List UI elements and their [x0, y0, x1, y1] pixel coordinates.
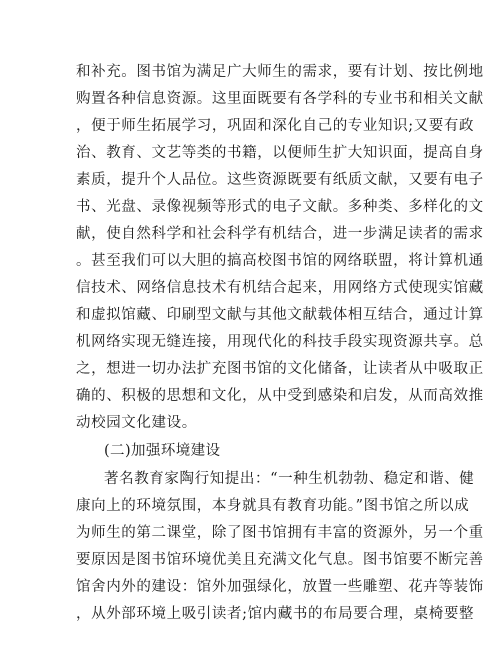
paragraph-1-line: 动校园文化建设。 — [76, 415, 197, 431]
paragraph-2-line: 馆舍内外的建设：馆外加强绿化，放置一些雕塑、花卉等装饰 — [76, 579, 484, 595]
paragraph-2-line: 康向上的环境氛围，本身就具有教育功能。”图书馆之所以成 — [76, 498, 470, 514]
paragraph-1-line: 确的、积极的思想和文化，从中受到感染和启发，从而高效推 — [76, 388, 484, 404]
paragraph-1-line: 书、光盘、录像视频等形式的电子文献。多种类、多样化的文 — [76, 199, 484, 215]
paragraph-1-line: ，便于师生拓展学习，巩固和深化自己的专业知识;又要有政 — [76, 118, 475, 134]
paragraph-1-line: 信技术、网络信息技术有机结合起来，用网络方式使现实馆藏 — [76, 280, 484, 296]
paragraph-1-line: 和虚拟馆藏、印刷型文献与其他文献载体相互结合，通过计算 — [76, 307, 484, 323]
paragraph-2-line: 著名教育家陶行知提出：“一种生机勃勃、稳定和谐、健 — [104, 471, 475, 487]
paragraph-1-line: 和补充。图书馆为满足广大师生的需求，要有计划、按比例地 — [76, 64, 484, 80]
paragraph-1-line: 机网络实现无缝连接，用现代化的科技手段实现资源共享。总 — [76, 334, 484, 350]
paragraph-1-line: 购置各种信息资源。这里面既要有各学科的专业书和相关文献 — [76, 91, 484, 107]
paragraph-2-line: 要原因是图书馆环境优美且充满文化气息。图书馆要不断完善 — [76, 552, 484, 568]
paragraph-1-line: 。甚至我们可以大胆的搞高校图书馆的网络联盟，将计算机通 — [76, 253, 484, 269]
paragraph-1-line: 素质，提升个人品位。这些资源既要有纸质文献，又要有电子 — [76, 172, 484, 188]
paragraph-2-line: ，从外部环境上吸引读者;馆内藏书的布局要合理，桌椅要整 — [76, 606, 475, 622]
paragraph-1-line: 献，使自然科学和社会科学有机结合，进一步满足读者的需求 — [76, 226, 484, 242]
section-heading: (二)加强环境建设 — [104, 443, 221, 459]
paragraph-1-line: 治、教育、文艺等类的书籍，以便师生扩大知识面，提高自身 — [76, 145, 484, 161]
paragraph-2-line: 为师生的第二课堂，除了图书馆拥有丰富的资源外，另一个重 — [76, 525, 484, 541]
paragraph-1-line: 之，想进一切办法扩充图书馆的文化储备，让读者从中吸取正 — [76, 361, 484, 377]
